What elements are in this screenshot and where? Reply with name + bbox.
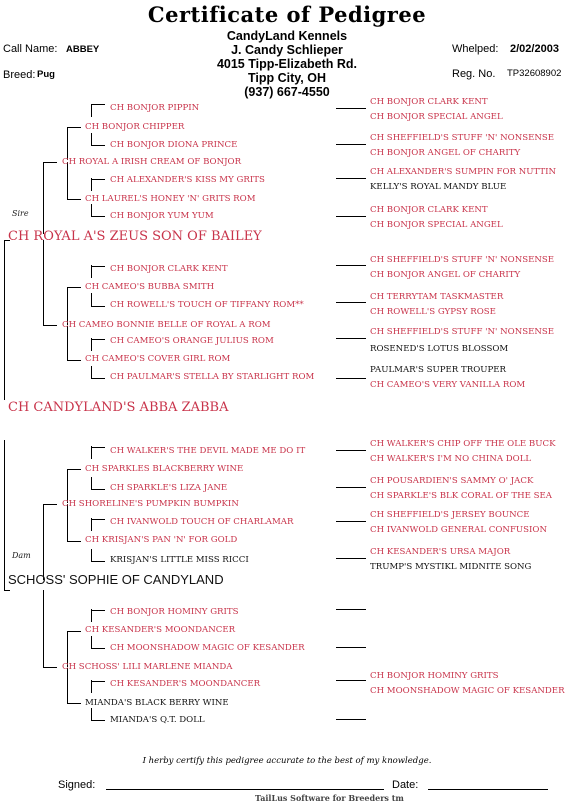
pedigree-sire-g5-13: CH SHEFFIELD'S STUFF 'N' NONSENSE: [370, 327, 555, 337]
pedigree-sire-name: CH ROYAL A'S ZEUS SON OF BAILEY: [8, 229, 262, 244]
pedigree-dam-g5-5: CH SHEFFIELD'S JERSEY BOUNCE: [370, 510, 530, 520]
pedigree-sire-sss: CH BONJOR PIPPIN: [110, 103, 200, 113]
pedigree-dam-ddd: MIANDA'S Q.T. DOLL: [110, 715, 205, 725]
pedigree-dam-g5-4: CH SPARKLE'S BLK CORAL OF THE SEA: [370, 491, 552, 501]
pedigree-dam-g5-3: CH POUSARDIEN'S SAMMY O' JACK: [370, 476, 534, 486]
pedigree-dam-sss: CH WALKER'S THE DEVIL MADE ME DO IT: [110, 446, 306, 456]
software-credit: TailLus Software for Breeders tm: [255, 793, 404, 803]
pedigree-sire-dd: CH CAMEO'S COVER GIRL ROM: [85, 354, 231, 364]
certificate-title: Certificate of Pedigree: [147, 2, 427, 27]
pedigree-sire-sire: CH ROYAL A IRISH CREAM OF BONJOR: [62, 157, 242, 167]
pedigree-sire-ssd: CH BONJOR DIONA PRINCE: [110, 140, 238, 150]
whelped-label: Whelped:: [452, 43, 499, 55]
pedigree-dam-dss: CH BONJOR HOMINY GRITS: [110, 607, 239, 617]
pedigree-sire-dss: CH BONJOR CLARK KENT: [110, 264, 228, 274]
pedigree-sire-g5-2: CH BONJOR SPECIAL ANGEL: [370, 112, 503, 122]
pedigree-sire-sdd: CH BONJOR YUM YUM: [110, 211, 214, 221]
pedigree-sire-ds: CH CAMEO'S BUBBA SMITH: [85, 282, 215, 292]
pedigree-sire-g5-8: CH BONJOR SPECIAL ANGEL: [370, 220, 503, 230]
breed-label: Breed:: [3, 69, 36, 81]
kennel-street: 4015 Tipp-Elizabeth Rd.: [216, 57, 358, 71]
pedigree-sire-g5-4: CH BONJOR ANGEL OF CHARITY: [370, 148, 521, 158]
pedigree-sire-g5-14: ROSENED'S LOTUS BLOSSOM: [370, 344, 509, 354]
dam-label: Dam: [12, 551, 31, 560]
pedigree-sire-g5-6: KELLY'S ROYAL MANDY BLUE: [370, 182, 507, 192]
pedigree-sire-g5-9: CH SHEFFIELD'S STUFF 'N' NONSENSE: [370, 255, 555, 265]
reg-no-label: Reg. No.: [452, 68, 496, 80]
pedigree-dam-ss: CH SPARKLES BLACKBERRY WINE: [85, 464, 244, 474]
pedigree-sire-g5-7: CH BONJOR CLARK KENT: [370, 205, 488, 215]
pedigree-dam-sd: CH KRISJAN'S PAN 'N' FOR GOLD: [85, 535, 238, 545]
pedigree-subject-name: CH CANDYLAND'S ABBA ZABBA: [8, 400, 229, 415]
certification-statement: I herby certify this pedigree accurate to the best of my knowledge.: [142, 756, 432, 766]
pedigree-sire-sd: CH LAUREL'S HONEY 'N' GRITS ROM: [85, 194, 256, 204]
pedigree-sire-g5-11: CH TERRYTAM TASKMASTER: [370, 292, 504, 302]
pedigree-sire-dam: CH CAMEO BONNIE BELLE OF ROYAL A ROM: [62, 320, 271, 330]
pedigree-dam-g5-14: CH MOONSHADOW MAGIC OF KESANDER: [370, 686, 565, 696]
pedigree-dam-ds: CH KESANDER'S MOONDANCER: [85, 625, 236, 635]
pedigree-dam-dsd: CH MOONSHADOW MAGIC OF KESANDER: [110, 643, 305, 653]
pedigree-sire-g5-3: CH SHEFFIELD'S STUFF 'N' NONSENSE: [370, 133, 555, 143]
pedigree-sire-ss: CH BONJOR CHIPPER: [85, 122, 185, 132]
reg-no-value: TP32608902: [507, 68, 562, 79]
pedigree-dam-dds: CH KESANDER'S MOONDANCER: [110, 679, 261, 689]
call-name-label: Call Name:: [3, 43, 58, 55]
call-name-value: ABBEY: [66, 44, 100, 55]
kennel-owner: J. Candy Schlieper: [231, 43, 343, 57]
pedigree-sire-g5-5: CH ALEXANDER'S SUMPIN FOR NUTTIN: [370, 167, 557, 177]
sire-label: Sire: [12, 209, 29, 218]
pedigree-sire-g5-10: CH BONJOR ANGEL OF CHARITY: [370, 270, 521, 280]
kennel-city: Tipp City, OH: [247, 71, 326, 85]
pedigree-sire-g5-12: CH ROWELL'S GYPSY ROSE: [370, 307, 496, 317]
pedigree-sire-g5-1: CH BONJOR CLARK KENT: [370, 97, 488, 107]
pedigree-sire-dsd: CH ROWELL'S TOUCH OF TIFFANY ROM**: [110, 300, 304, 310]
pedigree-dam-sdd: KRISJAN'S LITTLE MISS RICCI: [110, 555, 249, 565]
signature-line[interactable]: [106, 789, 384, 790]
date-line[interactable]: [428, 789, 548, 790]
pedigree-sire-sds: CH ALEXANDER'S KISS MY GRITS: [110, 175, 265, 185]
pedigree-dam-g5-6: CH IVANWOLD GENERAL CONFUSION: [370, 525, 547, 535]
signed-label: Signed:: [58, 779, 96, 791]
pedigree-dam-dam: CH SCHOSS' LILI MARLENE MIANDA: [62, 662, 233, 672]
pedigree-sire-dds: CH CAMEO'S ORANGE JULIUS ROM: [110, 336, 274, 346]
pedigree-dam-dd: MIANDA'S BLACK BERRY WINE: [85, 698, 229, 708]
pedigree-sire-ddd: CH PAULMAR'S STELLA BY STARLIGHT ROM: [110, 372, 315, 382]
date-label: Date:: [392, 779, 419, 791]
pedigree-dam-sire: CH SHORELINE'S PUMPKIN BUMPKIN: [62, 499, 239, 509]
pedigree-dam-ssd: CH SPARKLE'S LIZA JANE: [110, 483, 228, 493]
pedigree-dam-name: SCHOSS' SOPHIE OF CANDYLAND: [8, 572, 224, 587]
pedigree-dam-g5-1: CH WALKER'S CHIP OFF THE OLE BUCK: [370, 439, 556, 449]
pedigree-dam-g5-2: CH WALKER'S I'M NO CHINA DOLL: [370, 454, 532, 464]
pedigree-dam-g5-13: CH BONJOR HOMINY GRITS: [370, 671, 499, 681]
kennel-name: CandyLand Kennels: [226, 29, 348, 43]
kennel-phone: (937) 667-4550: [244, 85, 330, 99]
breed-value: Pug: [37, 69, 55, 80]
pedigree-sire-g5-16: CH CAMEO'S VERY VANILLA ROM: [370, 380, 526, 390]
pedigree-dam-sds: CH IVANWOLD TOUCH OF CHARLAMAR: [110, 517, 294, 527]
pedigree-dam-g5-8: TRUMP'S MYSTIKL MIDNITE SONG: [370, 562, 532, 572]
whelped-value: 2/02/2003: [510, 43, 559, 55]
pedigree-sire-g5-15: PAULMAR'S SUPER TROUPER: [370, 365, 507, 375]
pedigree-dam-g5-7: CH KESANDER'S URSA MAJOR: [370, 547, 511, 557]
